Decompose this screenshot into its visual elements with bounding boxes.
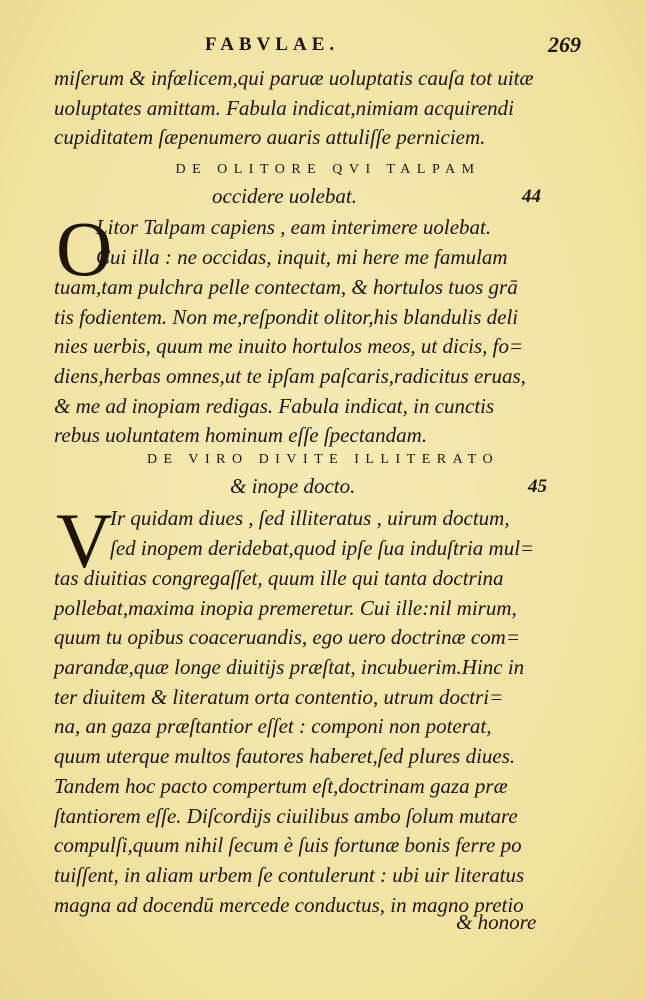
- page-number: 269: [548, 32, 581, 57]
- fable-45-number: 45: [528, 476, 547, 497]
- text-line: pollebat,maxima inopia premeretur. Cui ille:nil mirum,: [54, 595, 517, 620]
- text-line: ſed inopem deridebat,quod ipſe ſua induſtria mul=: [110, 535, 535, 560]
- fable-44-body: [54, 273, 564, 451]
- running-title: FABVLAE.: [205, 34, 340, 55]
- text-line: diens,herbas omnes,ut te ipſam paſcaris,radicitus eruas,: [54, 364, 526, 389]
- dropcap-v: V: [56, 497, 113, 584]
- text-line: Cui illa : ne occidas, inquit, mi here me famulam: [96, 244, 508, 269]
- fable-45-body: [54, 564, 564, 920]
- page-header: [0, 34, 646, 64]
- text-line: uoluptates amittam. Fabula indicat,nimiam acquirendi: [54, 95, 515, 120]
- text-line: Tandem hoc pacto compertum eſt,doctrinam gaza præ: [54, 773, 508, 798]
- text-line: tis fodientem. Non me,reſpondit olitor,his blandulis deli: [54, 304, 519, 329]
- text-line: na, an gaza præſtantior eſſet : componi non poterat,: [54, 714, 492, 739]
- text-line: magna ad docendū mercede conductus, in magno pretio: [54, 892, 524, 917]
- text-line: Ir quidam diues , ſed illiteratus , uirum doctum,: [110, 506, 510, 530]
- fable-44-first-lines: [96, 213, 566, 272]
- catchword-line: [456, 908, 576, 938]
- text-line: nies uerbis, quum me inuito hortulos meos, ut dicis, fo=: [54, 334, 524, 359]
- fable-44-heading: DE OLITORE QVI TALPAM: [175, 162, 481, 177]
- text-line: & me ad inopiam redigas. Fabula indicat, in cunctis: [54, 393, 495, 418]
- continuation-paragraph: [54, 64, 564, 153]
- fable-44-number: 44: [522, 186, 541, 207]
- text-line: & honore: [456, 910, 537, 934]
- fable-45-heading: DE VIRO DIVITE ILLITERATO: [146, 452, 500, 467]
- text-line: tuam,tam pulchra pelle contectam, & hortulos tuos grā: [54, 275, 518, 299]
- fable-45-subheading: & inope docto.: [230, 474, 356, 498]
- fable-45-first-lines: [110, 504, 566, 563]
- text-line: compulſi,quum nihil ſecum è ſuis fortunæ bonis ferre po: [54, 833, 522, 858]
- text-line: rebus uoluntatem hominum eſſe ſpectandam.: [54, 423, 428, 448]
- text-line: tuiſſent, in aliam urbem ſe contulerunt : ubi uir literatus: [54, 862, 525, 887]
- text-line: Litor Talpam capiens , eam interimere uolebat.: [96, 215, 492, 239]
- text-line: tas diuitias congregaſſet, quum ille qui tanta doctrina: [54, 566, 504, 590]
- text-line: ſtantiorem eſſe. Diſcordijs ciuilibus ambo ſolum mutare: [54, 803, 518, 828]
- text-line: miſerum & infœlicem,qui paruæ uoluptatis cauſa tot uitæ: [54, 66, 534, 90]
- text-line: quum tu opibus coaceruandis, ego uero doctrinæ com=: [54, 625, 521, 650]
- fable-44-subheading: occidere uolebat.: [212, 184, 358, 208]
- dropcap-o: O: [56, 205, 113, 292]
- text-line: parandæ,quæ longe diuitijs præſtat, incubuerim.Hinc in: [54, 655, 525, 680]
- text-line: quum uterque multos fautores haberet,ſed plures diues.: [54, 744, 516, 769]
- text-line: cupiditatem ſæpenumero auaris attuliſſe perniciem.: [54, 125, 486, 150]
- text-line: ter diuitem & literatum orta contentio, utrum doctri=: [54, 684, 504, 709]
